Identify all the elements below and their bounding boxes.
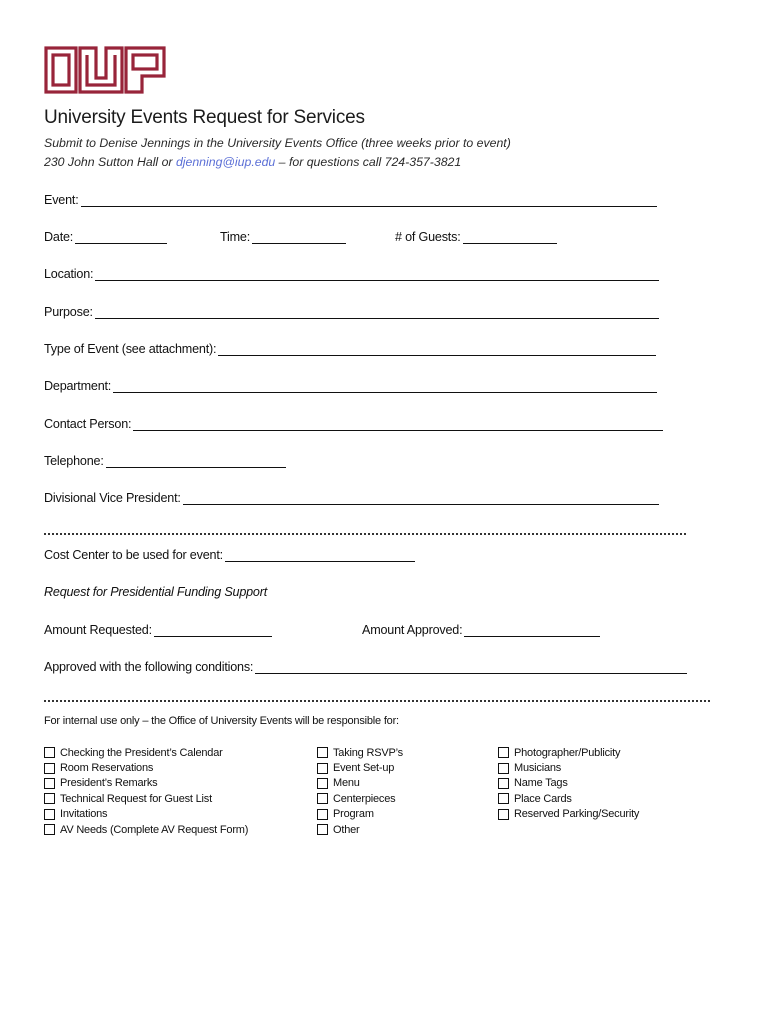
checkbox[interactable] [317, 824, 328, 835]
amount-approved-label: Amount Approved: [362, 623, 463, 637]
checklist-label: President’s Remarks [60, 777, 158, 790]
department-label: Department: [44, 379, 112, 393]
divisional-vp-input[interactable] [183, 493, 659, 505]
checklist-label: Name Tags [514, 777, 568, 790]
contact-instructions [44, 155, 461, 169]
presidential-funding-heading: Request for Presidential Funding Support [44, 585, 268, 599]
checkbox[interactable] [44, 824, 55, 835]
checkbox[interactable] [498, 763, 509, 774]
time-label: Time: [220, 230, 251, 244]
checklist-label: Program [333, 808, 374, 821]
checklist-item[interactable] [317, 760, 403, 775]
checklist-item[interactable] [317, 791, 403, 806]
checkbox[interactable] [317, 763, 328, 774]
purpose-label: Purpose: [44, 305, 93, 319]
checkbox[interactable] [317, 778, 328, 789]
amount-requested-label: Amount Requested: [44, 623, 152, 637]
department-input[interactable] [113, 381, 657, 393]
amount-approved-field [362, 623, 600, 637]
internal-use-note: For internal use only – the Office of University Events will be responsible for: [44, 715, 399, 727]
telephone-label: Telephone: [44, 454, 104, 468]
type-of-event-field [44, 342, 656, 356]
checklist-item[interactable] [498, 745, 639, 760]
checklist-label: Checking the President’s Calendar [60, 746, 223, 759]
amount-requested-input[interactable] [154, 625, 272, 637]
checklist-label: Musicians [514, 762, 562, 775]
checkbox[interactable] [498, 747, 509, 758]
submit-instructions: Submit to Denise Jennings in the University Events Office (three weeks prior to event) [44, 136, 511, 150]
checkbox[interactable] [44, 778, 55, 789]
checkbox[interactable] [498, 778, 509, 789]
contact-person-field [44, 417, 663, 431]
checklist-label: Room Reservations [60, 762, 154, 775]
contact-person-label: Contact Person: [44, 417, 132, 431]
dotted-divider [44, 533, 686, 535]
checklist-label: Menu [333, 777, 360, 790]
checklist-label: Other [333, 823, 360, 836]
date-field [44, 230, 167, 244]
checkbox[interactable] [44, 793, 55, 804]
checkbox[interactable] [44, 809, 55, 820]
phone-text: – for questions call 724-357-3821 [275, 155, 462, 169]
checklist-label: Event Set-up [333, 762, 395, 775]
guests-label: # of Guests: [395, 230, 461, 244]
address-text: 230 John Sutton Hall or [44, 155, 176, 169]
checklist-label: Invitations [60, 808, 108, 821]
checkbox[interactable] [498, 793, 509, 804]
contact-person-input[interactable] [133, 419, 663, 431]
checkbox[interactable] [317, 793, 328, 804]
checklist-item[interactable] [498, 776, 639, 791]
checklist-item[interactable] [44, 745, 248, 760]
event-input[interactable] [81, 195, 657, 207]
purpose-input[interactable] [95, 307, 659, 319]
checklist-item[interactable] [498, 807, 639, 822]
email-link[interactable]: djenning@iup.edu [175, 155, 276, 169]
checklist-item[interactable] [44, 791, 248, 806]
event-field [44, 193, 657, 207]
purpose-field [44, 305, 659, 319]
checkbox[interactable] [44, 763, 55, 774]
checklist-label: Technical Request for Guest List [60, 792, 212, 805]
form-title: University Events Request for Services [44, 107, 365, 128]
checkbox[interactable] [317, 747, 328, 758]
divisional-vp-field [44, 491, 659, 505]
type-of-event-input[interactable] [218, 344, 656, 356]
telephone-input[interactable] [106, 456, 286, 468]
cost-center-input[interactable] [225, 550, 415, 562]
checklist-item[interactable] [44, 822, 248, 837]
checklist-item[interactable] [317, 776, 403, 791]
location-input[interactable] [95, 269, 659, 281]
checklist-item[interactable] [498, 791, 639, 806]
time-input[interactable] [252, 232, 346, 244]
checklist-label: AV Needs (Complete AV Request Form) [60, 823, 249, 836]
checklist-column-1 [44, 745, 248, 837]
checklist-item[interactable] [498, 760, 639, 775]
telephone-field [44, 454, 286, 468]
checklist-item[interactable] [317, 745, 403, 760]
location-field [44, 267, 659, 281]
type-of-event-label: Type of Event (see attachment): [44, 342, 217, 356]
checklist-label: Reserved Parking/Security [514, 808, 640, 821]
checklist-item[interactable] [317, 822, 403, 837]
checklist-column-2 [317, 745, 403, 837]
checklist-column-3 [498, 745, 639, 822]
checklist-label: Taking RSVP’s [333, 746, 403, 759]
checkbox[interactable] [317, 809, 328, 820]
amount-approved-input[interactable] [464, 625, 600, 637]
checklist-item[interactable] [44, 760, 248, 775]
approved-conditions-label: Approved with the following conditions: [44, 660, 254, 674]
guests-input[interactable] [463, 232, 557, 244]
date-label: Date: [44, 230, 74, 244]
cost-center-field [44, 548, 415, 562]
date-input[interactable] [75, 232, 167, 244]
guests-field [395, 230, 557, 244]
dotted-divider [44, 700, 710, 702]
location-label: Location: [44, 267, 94, 281]
checklist-label: Centerpieces [333, 792, 396, 805]
checklist-label: Photographer/Publicity [514, 746, 621, 759]
divisional-vp-label: Divisional Vice President: [44, 491, 181, 505]
approved-conditions-input[interactable] [255, 662, 687, 674]
amount-requested-field [44, 623, 272, 637]
approved-conditions-field [44, 660, 687, 674]
checklist-item[interactable] [317, 807, 403, 822]
cost-center-label: Cost Center to be used for event: [44, 548, 223, 562]
time-field [220, 230, 346, 244]
checkbox[interactable] [498, 809, 509, 820]
event-label: Event: [44, 193, 79, 207]
iup-logo [44, 44, 168, 96]
department-field [44, 379, 657, 393]
checklist-item[interactable] [44, 807, 248, 822]
checklist-item[interactable] [44, 776, 248, 791]
checklist-label: Place Cards [514, 792, 572, 805]
checkbox[interactable] [44, 747, 55, 758]
